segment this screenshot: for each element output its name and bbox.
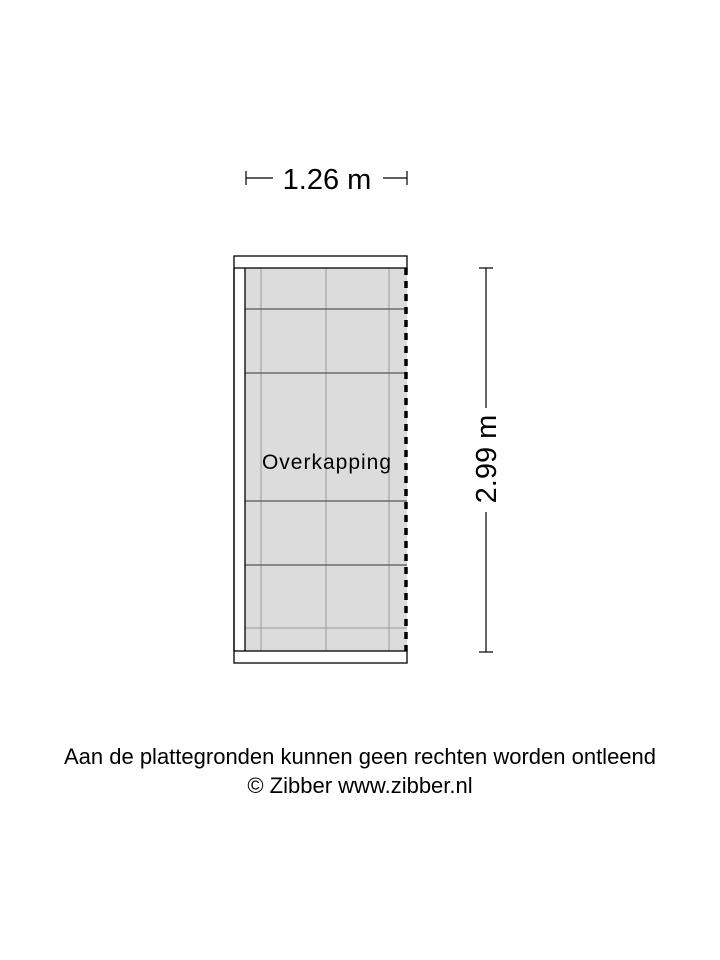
length-dimension xyxy=(471,268,503,652)
disclaimer-text: Aan de plattegronden kunnen geen rechten worden ontleend xyxy=(63,744,657,769)
width-dimension xyxy=(246,164,407,196)
room-label: Overkapping xyxy=(261,451,393,474)
top-wall-cap xyxy=(234,256,407,268)
length-dimension-label: 2.99 m xyxy=(471,414,503,504)
copyright-text: © Zibber www.zibber.nl xyxy=(247,773,473,798)
room-overkapping xyxy=(234,256,407,663)
bottom-wall-cap xyxy=(234,651,407,663)
width-dimension-label: 1.26 m xyxy=(282,164,372,196)
